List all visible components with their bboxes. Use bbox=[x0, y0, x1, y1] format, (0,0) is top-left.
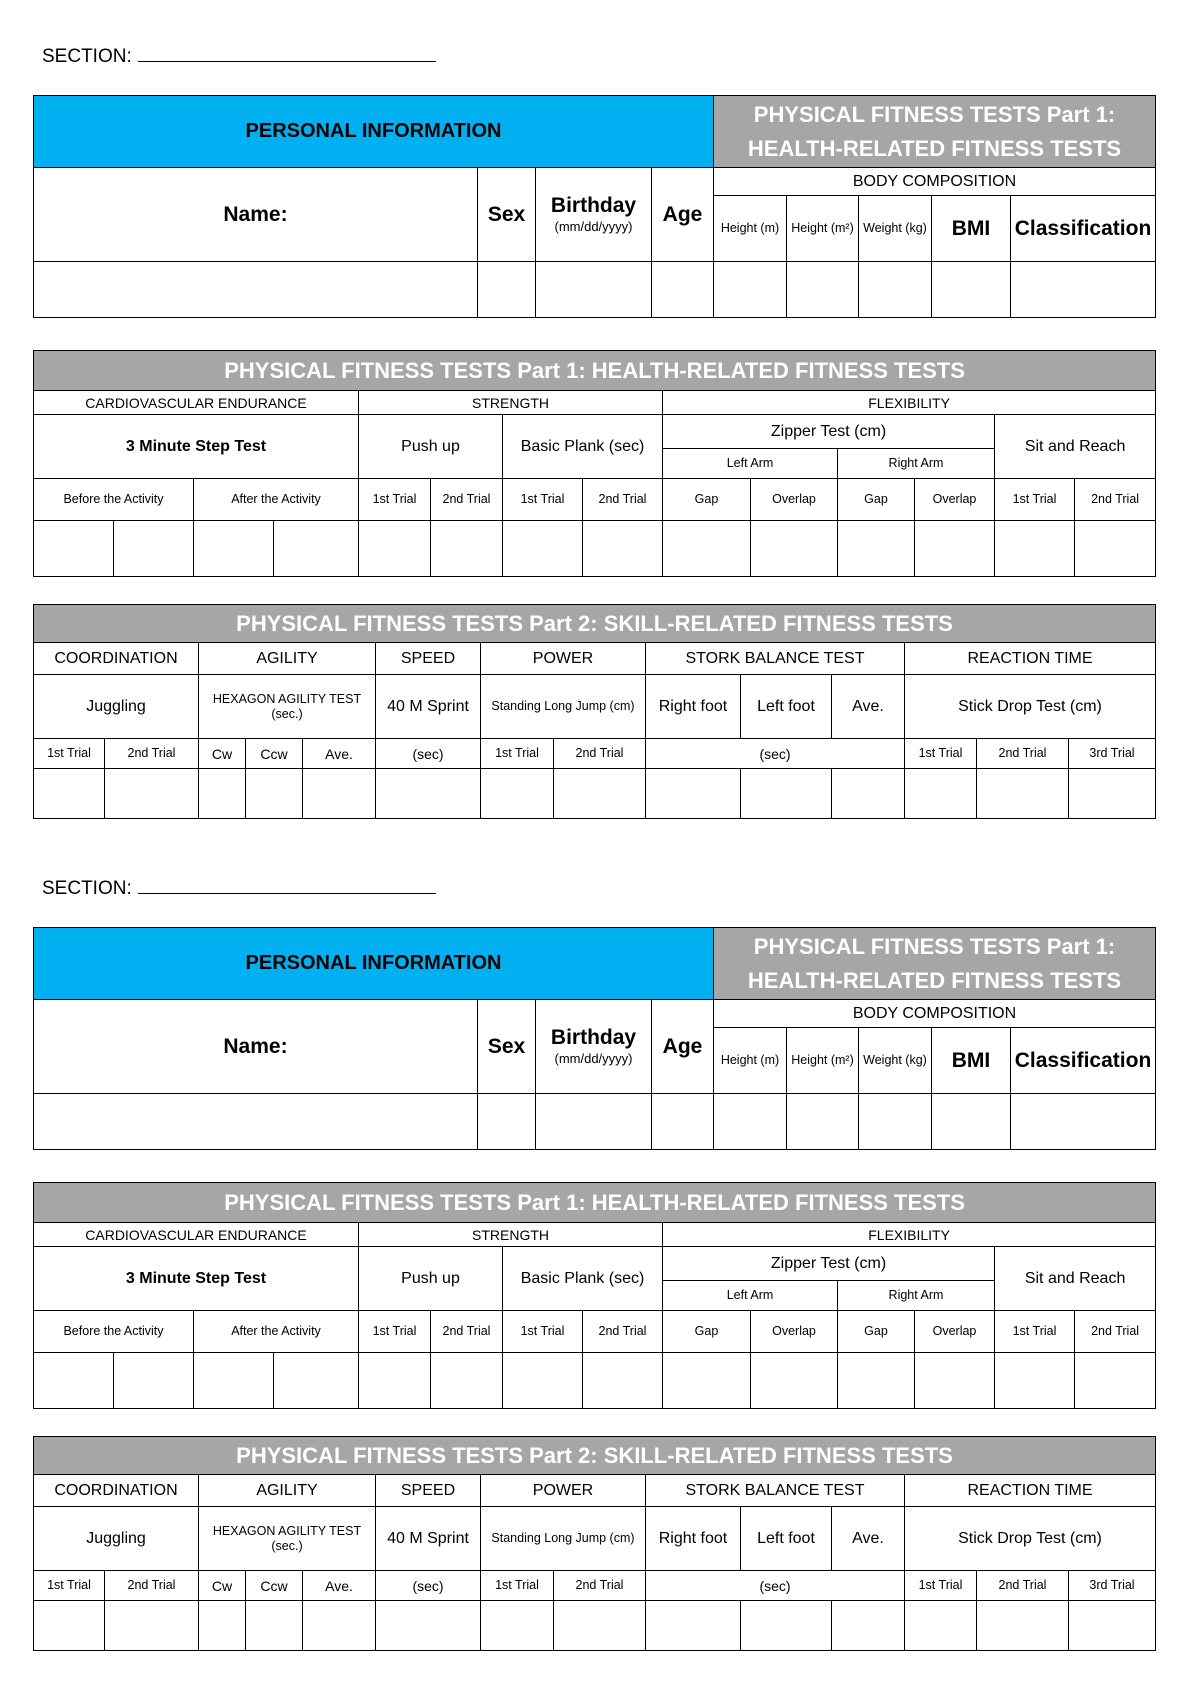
juggling-trial1-label: 1st Trial bbox=[34, 1571, 105, 1601]
health-fitness-header: PHYSICAL FITNESS TESTS Part 1: HEALTH-RELATED FITNESS TESTS bbox=[714, 96, 1156, 168]
section-blank[interactable] bbox=[138, 879, 436, 894]
sprint-sec-label: (sec) bbox=[376, 739, 481, 769]
reaction-trial2-label: 2nd Trial bbox=[977, 739, 1069, 769]
section-field[interactable] bbox=[42, 46, 436, 68]
right-overlap-label: Overlap bbox=[915, 1311, 995, 1353]
age-cell[interactable] bbox=[652, 1094, 714, 1150]
entry-cell[interactable] bbox=[583, 1353, 663, 1409]
entry-cell[interactable] bbox=[105, 769, 199, 819]
speed-label: SPEED bbox=[376, 643, 481, 675]
flexibility-label: FLEXIBILITY bbox=[663, 1223, 1156, 1247]
juggling-trial2-label: 2nd Trial bbox=[105, 1571, 199, 1601]
weight-kg-label: Weight (kg) bbox=[859, 196, 932, 262]
personal-info-table bbox=[33, 927, 1156, 1150]
entry-cell[interactable] bbox=[246, 769, 303, 819]
entry-cell[interactable] bbox=[751, 1353, 838, 1409]
skill-related-table bbox=[33, 604, 1156, 819]
stork-sec-label: (sec) bbox=[646, 1571, 905, 1601]
name-label: Name: bbox=[34, 1000, 478, 1094]
personal-info-entry-row bbox=[34, 262, 1156, 318]
birthday-label bbox=[536, 1000, 652, 1094]
entry-cell[interactable] bbox=[663, 1353, 751, 1409]
agility-label: AGILITY bbox=[199, 1475, 376, 1507]
entry-cell[interactable] bbox=[741, 1601, 832, 1651]
section-label: SECTION: bbox=[42, 878, 132, 899]
personal-info-table bbox=[33, 95, 1156, 318]
personal-info-header: PERSONAL INFORMATION bbox=[34, 928, 714, 1000]
height-m2-label: Height (m²) bbox=[787, 1028, 859, 1094]
birthday-label bbox=[536, 168, 652, 262]
health-fitness-header: PHYSICAL FITNESS TESTS Part 1: HEALTH-RELATED FITNESS TESTS bbox=[714, 928, 1156, 1000]
birthday-format: (mm/dd/yyyy) bbox=[554, 1050, 633, 1066]
jump-trial2-label: 2nd Trial bbox=[554, 739, 646, 769]
jump-trial2-label: 2nd Trial bbox=[554, 1571, 646, 1601]
right-foot-label: Right foot bbox=[646, 675, 741, 739]
juggling-label: Juggling bbox=[34, 675, 199, 739]
agility-ave-label: Ave. bbox=[303, 739, 376, 769]
height-m-cell[interactable] bbox=[714, 262, 787, 318]
weight-cell[interactable] bbox=[859, 1094, 932, 1150]
entry-cell[interactable] bbox=[1069, 769, 1156, 819]
pushup-trial2-label: 2nd Trial bbox=[431, 479, 503, 521]
plank-trial2-label: 2nd Trial bbox=[583, 479, 663, 521]
entry-cell[interactable] bbox=[554, 769, 646, 819]
ccw-label: Ccw bbox=[246, 1571, 303, 1601]
health-related-table bbox=[33, 350, 1156, 577]
stork-balance-label: STORK BALANCE TEST bbox=[646, 643, 905, 675]
sit-reach-label: Sit and Reach bbox=[995, 415, 1156, 479]
sit-reach-trial1-label: 1st Trial bbox=[995, 1311, 1075, 1353]
reaction-time-label: REACTION TIME bbox=[905, 643, 1156, 675]
bmi-label: BMI bbox=[932, 1028, 1011, 1094]
before-activity-label: Before the Activity bbox=[34, 479, 194, 521]
entry-cell[interactable] bbox=[663, 521, 751, 577]
birthday-cell[interactable] bbox=[536, 262, 652, 318]
agility-ave-label: Ave. bbox=[303, 1571, 376, 1601]
left-foot-label: Left foot bbox=[741, 1507, 832, 1571]
section-label: SECTION: bbox=[42, 46, 132, 67]
stick-drop-label: Stick Drop Test (cm) bbox=[905, 675, 1156, 739]
left-gap-label: Gap bbox=[663, 479, 751, 521]
entry-cell[interactable] bbox=[431, 521, 503, 577]
entry-cell[interactable] bbox=[359, 521, 431, 577]
stork-balance-label: STORK BALANCE TEST bbox=[646, 1475, 905, 1507]
entry-cell[interactable] bbox=[194, 521, 274, 577]
bmi-label: BMI bbox=[932, 196, 1011, 262]
stork-ave-label: Ave. bbox=[832, 675, 905, 739]
power-label: POWER bbox=[481, 1475, 646, 1507]
name-cell[interactable] bbox=[34, 1094, 478, 1150]
cw-label: Cw bbox=[199, 1571, 246, 1601]
birthday-text: Birthday bbox=[550, 1025, 637, 1049]
plank-trial1-label: 1st Trial bbox=[503, 479, 583, 521]
entry-cell[interactable] bbox=[1075, 521, 1156, 577]
step-test-label: 3 Minute Step Test bbox=[34, 415, 359, 479]
entry-cell[interactable] bbox=[274, 1353, 359, 1409]
juggling-trial1-label: 1st Trial bbox=[34, 739, 105, 769]
entry-cell[interactable] bbox=[832, 1601, 905, 1651]
entry-cell[interactable] bbox=[1069, 1601, 1156, 1651]
coordination-label: COORDINATION bbox=[34, 643, 199, 675]
entry-cell[interactable] bbox=[199, 1601, 246, 1651]
entry-cell[interactable] bbox=[554, 1601, 646, 1651]
entry-cell[interactable] bbox=[34, 521, 114, 577]
basic-plank-label: Basic Plank (sec) bbox=[503, 1247, 663, 1311]
before-activity-label: Before the Activity bbox=[34, 1311, 194, 1353]
classification-label: Classification bbox=[1011, 1028, 1156, 1094]
classification-label: Classification bbox=[1011, 196, 1156, 262]
entry-cell[interactable] bbox=[303, 769, 376, 819]
sprint-sec-label: (sec) bbox=[376, 1571, 481, 1601]
skill-related-entry-row bbox=[34, 769, 1156, 819]
height-m2-label: Height (m²) bbox=[787, 196, 859, 262]
entry-cell[interactable] bbox=[114, 521, 194, 577]
entry-cell[interactable] bbox=[977, 769, 1069, 819]
sex-label: Sex bbox=[478, 1000, 536, 1094]
plank-trial1-label: 1st Trial bbox=[503, 1311, 583, 1353]
reaction-time-label: REACTION TIME bbox=[905, 1475, 1156, 1507]
entry-cell[interactable] bbox=[905, 769, 977, 819]
long-jump-label: Standing Long Jump (cm) bbox=[481, 675, 646, 739]
strength-label: STRENGTH bbox=[359, 1223, 663, 1247]
entry-cell[interactable] bbox=[246, 1601, 303, 1651]
bmi-cell[interactable] bbox=[932, 262, 1011, 318]
birthday-format: (mm/dd/yyyy) bbox=[554, 218, 633, 234]
age-label: Age bbox=[652, 1000, 714, 1094]
zipper-test-label: Zipper Test (cm) bbox=[663, 1247, 995, 1281]
entry-cell[interactable] bbox=[995, 1353, 1075, 1409]
entry-cell[interactable] bbox=[646, 769, 741, 819]
pushup-trial1-label: 1st Trial bbox=[359, 479, 431, 521]
entry-cell[interactable] bbox=[481, 769, 554, 819]
jump-trial1-label: 1st Trial bbox=[481, 1571, 554, 1601]
right-arm-label: Right Arm bbox=[838, 449, 995, 479]
right-arm-label: Right Arm bbox=[838, 1281, 995, 1311]
entry-cell[interactable] bbox=[114, 1353, 194, 1409]
left-arm-label: Left Arm bbox=[663, 449, 838, 479]
right-overlap-label: Overlap bbox=[915, 479, 995, 521]
entry-cell[interactable] bbox=[34, 1353, 114, 1409]
strength-label: STRENGTH bbox=[359, 391, 663, 415]
entry-cell[interactable] bbox=[905, 1601, 977, 1651]
entry-cell[interactable] bbox=[741, 769, 832, 819]
speed-label: SPEED bbox=[376, 1475, 481, 1507]
basic-plank-label: Basic Plank (sec) bbox=[503, 415, 663, 479]
fitness-form-sheet-2 bbox=[0, 832, 1200, 1672]
entry-cell[interactable] bbox=[838, 1353, 915, 1409]
entry-cell[interactable] bbox=[194, 1353, 274, 1409]
right-foot-label: Right foot bbox=[646, 1507, 741, 1571]
bmi-cell[interactable] bbox=[932, 1094, 1011, 1150]
classification-cell[interactable] bbox=[1011, 262, 1156, 318]
jump-trial1-label: 1st Trial bbox=[481, 739, 554, 769]
entry-cell[interactable] bbox=[977, 1601, 1069, 1651]
plank-trial2-label: 2nd Trial bbox=[583, 1311, 663, 1353]
hexagon-agility-label: HEXAGON AGILITY TEST (sec.) bbox=[199, 675, 376, 739]
reaction-trial2-label: 2nd Trial bbox=[977, 1571, 1069, 1601]
stork-sec-label: (sec) bbox=[646, 739, 905, 769]
name-label: Name: bbox=[34, 168, 478, 262]
age-label: Age bbox=[652, 168, 714, 262]
entry-cell[interactable] bbox=[751, 521, 838, 577]
ccw-label: Ccw bbox=[246, 739, 303, 769]
sex-cell[interactable] bbox=[478, 1094, 536, 1150]
entry-cell[interactable] bbox=[503, 1353, 583, 1409]
pushup-trial2-label: 2nd Trial bbox=[431, 1311, 503, 1353]
fitness-form-sheet-1 bbox=[0, 0, 1200, 840]
age-cell[interactable] bbox=[652, 262, 714, 318]
after-activity-label: After the Activity bbox=[194, 1311, 359, 1353]
part1-header: PHYSICAL FITNESS TESTS Part 1: HEALTH-RELATED FITNESS TESTS bbox=[34, 351, 1156, 391]
height-m-cell[interactable] bbox=[714, 1094, 787, 1150]
stick-drop-label: Stick Drop Test (cm) bbox=[905, 1507, 1156, 1571]
right-gap-label: Gap bbox=[838, 479, 915, 521]
health-related-entry-row bbox=[34, 521, 1156, 577]
birthday-text: Birthday bbox=[550, 193, 637, 217]
entry-cell[interactable] bbox=[1075, 1353, 1156, 1409]
sprint-label: 40 M Sprint bbox=[376, 675, 481, 739]
cw-label: Cw bbox=[199, 739, 246, 769]
left-foot-label: Left foot bbox=[741, 675, 832, 739]
left-overlap-label: Overlap bbox=[751, 479, 838, 521]
step-test-label: 3 Minute Step Test bbox=[34, 1247, 359, 1311]
sex-cell[interactable] bbox=[478, 262, 536, 318]
sex-label: Sex bbox=[478, 168, 536, 262]
reaction-trial1-label: 1st Trial bbox=[905, 739, 977, 769]
sit-reach-trial2-label: 2nd Trial bbox=[1075, 479, 1156, 521]
classification-cell[interactable] bbox=[1011, 1094, 1156, 1150]
left-overlap-label: Overlap bbox=[751, 1311, 838, 1353]
entry-cell[interactable] bbox=[915, 1353, 995, 1409]
health-related-entry-row bbox=[34, 1353, 1156, 1409]
sit-reach-trial2-label: 2nd Trial bbox=[1075, 1311, 1156, 1353]
entry-cell[interactable] bbox=[34, 1601, 105, 1651]
entry-cell[interactable] bbox=[915, 521, 995, 577]
entry-cell[interactable] bbox=[995, 521, 1075, 577]
entry-cell[interactable] bbox=[481, 1601, 554, 1651]
left-gap-label: Gap bbox=[663, 1311, 751, 1353]
cardio-label: CARDIOVASCULAR ENDURANCE bbox=[34, 391, 359, 415]
juggling-label: Juggling bbox=[34, 1507, 199, 1571]
reaction-trial3-label: 3rd Trial bbox=[1069, 1571, 1156, 1601]
personal-info-header: PERSONAL INFORMATION bbox=[34, 96, 714, 168]
body-composition-label: BODY COMPOSITION bbox=[714, 1000, 1156, 1028]
entry-cell[interactable] bbox=[303, 1601, 376, 1651]
push-up-label: Push up bbox=[359, 1247, 503, 1311]
part2-header: PHYSICAL FITNESS TESTS Part 2: SKILL-RELATED FITNESS TESTS bbox=[34, 605, 1156, 643]
zipper-test-label: Zipper Test (cm) bbox=[663, 415, 995, 449]
entry-cell[interactable] bbox=[376, 769, 481, 819]
coordination-label: COORDINATION bbox=[34, 1475, 199, 1507]
weight-kg-label: Weight (kg) bbox=[859, 1028, 932, 1094]
reaction-trial1-label: 1st Trial bbox=[905, 1571, 977, 1601]
entry-cell[interactable] bbox=[431, 1353, 503, 1409]
sprint-label: 40 M Sprint bbox=[376, 1507, 481, 1571]
hexagon-agility-label: HEXAGON AGILITY TEST (sec.) bbox=[199, 1507, 376, 1571]
entry-cell[interactable] bbox=[838, 521, 915, 577]
cardio-label: CARDIOVASCULAR ENDURANCE bbox=[34, 1223, 359, 1247]
entry-cell[interactable] bbox=[274, 521, 359, 577]
personal-info-entry-row bbox=[34, 1094, 1156, 1150]
height-m-label: Height (m) bbox=[714, 1028, 787, 1094]
body-composition-label: BODY COMPOSITION bbox=[714, 168, 1156, 196]
long-jump-label: Standing Long Jump (cm) bbox=[481, 1507, 646, 1571]
entry-cell[interactable] bbox=[105, 1601, 199, 1651]
stork-ave-label: Ave. bbox=[832, 1507, 905, 1571]
right-gap-label: Gap bbox=[838, 1311, 915, 1353]
entry-cell[interactable] bbox=[199, 769, 246, 819]
entry-cell[interactable] bbox=[503, 521, 583, 577]
entry-cell[interactable] bbox=[359, 1353, 431, 1409]
entry-cell[interactable] bbox=[646, 1601, 741, 1651]
skill-related-entry-row bbox=[34, 1601, 1156, 1651]
sit-reach-trial1-label: 1st Trial bbox=[995, 479, 1075, 521]
birthday-cell[interactable] bbox=[536, 1094, 652, 1150]
part2-header: PHYSICAL FITNESS TESTS Part 2: SKILL-RELATED FITNESS TESTS bbox=[34, 1437, 1156, 1475]
flexibility-label: FLEXIBILITY bbox=[663, 391, 1156, 415]
height-m2-cell[interactable] bbox=[787, 1094, 859, 1150]
push-up-label: Push up bbox=[359, 415, 503, 479]
section-field[interactable] bbox=[42, 878, 436, 900]
entry-cell[interactable] bbox=[34, 769, 105, 819]
reaction-trial3-label: 3rd Trial bbox=[1069, 739, 1156, 769]
section-blank[interactable] bbox=[138, 47, 436, 62]
skill-related-table bbox=[33, 1436, 1156, 1651]
power-label: POWER bbox=[481, 643, 646, 675]
name-cell[interactable] bbox=[34, 262, 478, 318]
agility-label: AGILITY bbox=[199, 643, 376, 675]
sit-reach-label: Sit and Reach bbox=[995, 1247, 1156, 1311]
weight-cell[interactable] bbox=[859, 262, 932, 318]
entry-cell[interactable] bbox=[376, 1601, 481, 1651]
pushup-trial1-label: 1st Trial bbox=[359, 1311, 431, 1353]
part1-header: PHYSICAL FITNESS TESTS Part 1: HEALTH-RELATED FITNESS TESTS bbox=[34, 1183, 1156, 1223]
height-m-label: Height (m) bbox=[714, 196, 787, 262]
height-m2-cell[interactable] bbox=[787, 262, 859, 318]
juggling-trial2-label: 2nd Trial bbox=[105, 739, 199, 769]
health-related-table bbox=[33, 1182, 1156, 1409]
entry-cell[interactable] bbox=[832, 769, 905, 819]
after-activity-label: After the Activity bbox=[194, 479, 359, 521]
entry-cell[interactable] bbox=[583, 521, 663, 577]
left-arm-label: Left Arm bbox=[663, 1281, 838, 1311]
